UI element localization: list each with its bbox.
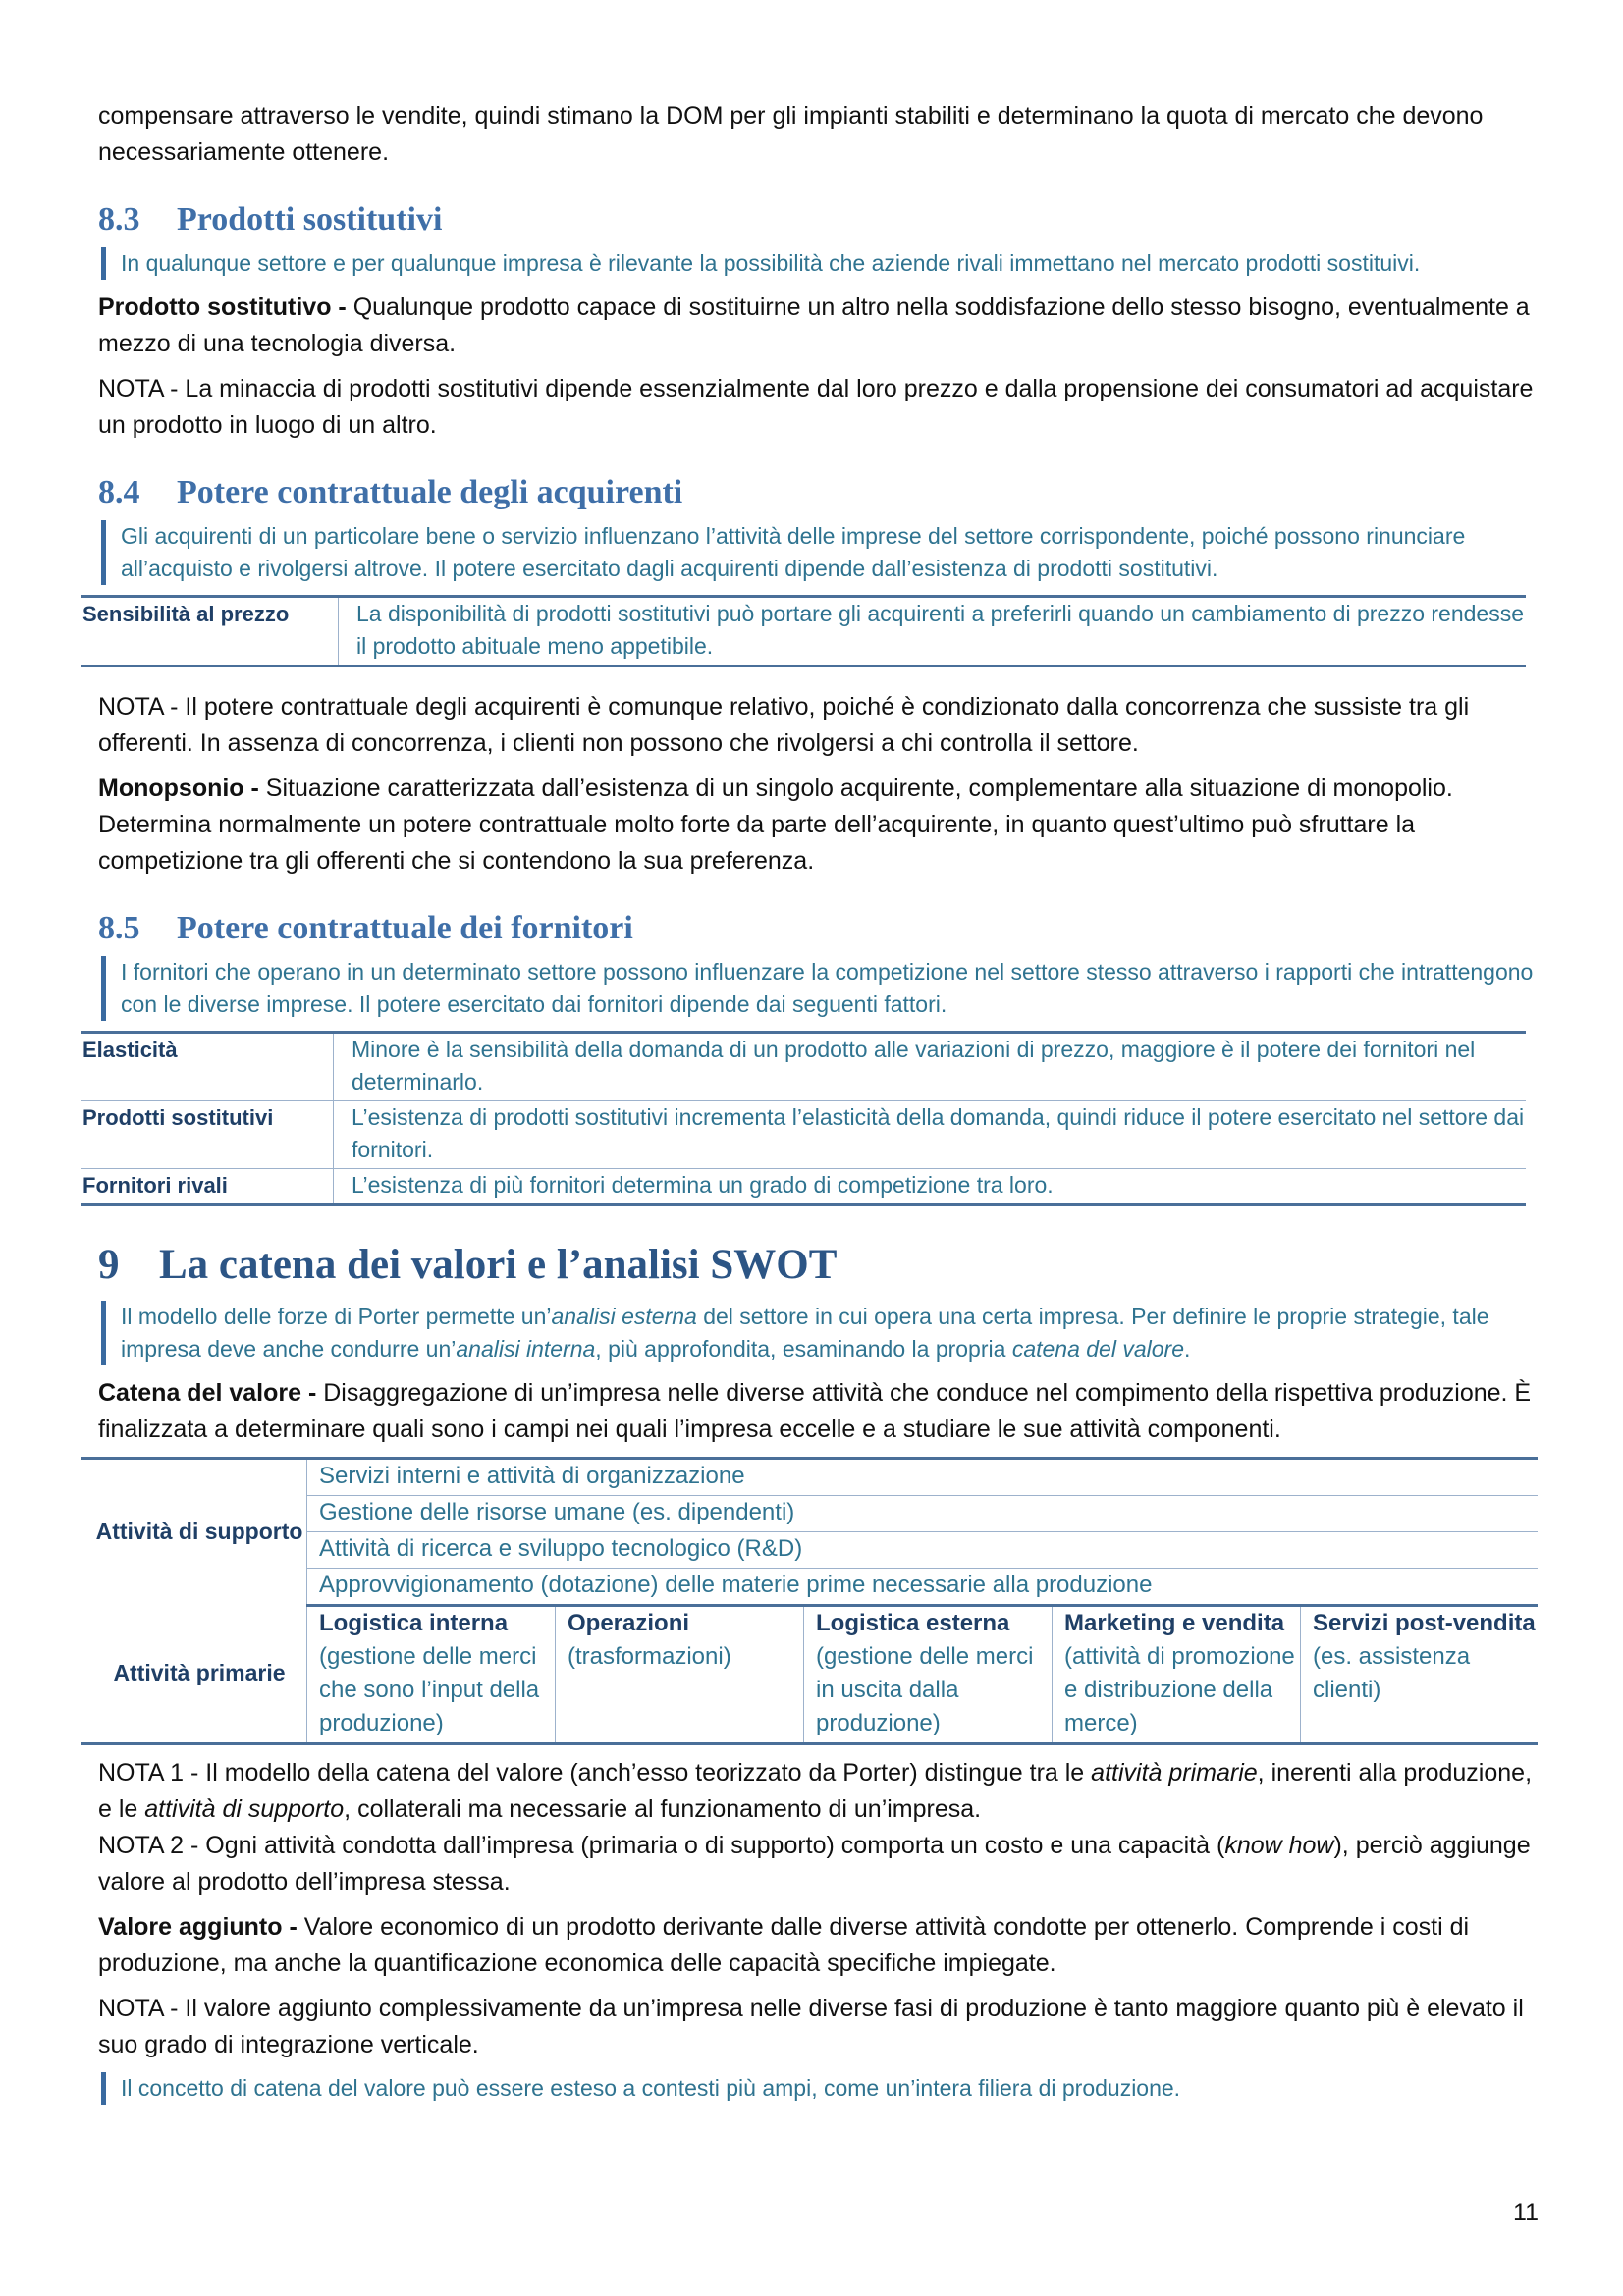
activity-detail: (attività di promozione e distribuzione della merce) xyxy=(1064,1643,1295,1736)
note-1-paragraph xyxy=(98,1755,1539,1828)
support-activity: Servizi interni e attività di organizzazione xyxy=(307,1459,1539,1496)
note-emphasis: know how xyxy=(1224,1832,1334,1859)
activity-name: Operazioni xyxy=(568,1610,690,1636)
section-title: Prodotti sostitutivi xyxy=(177,201,443,238)
chapter-number: 9 xyxy=(98,1242,120,1288)
section-8-3-callout: In qualunque settore e per qualunque impresa è rilevante la possibilità che aziende rivali immettano nel mercato prodotti sostituivi. xyxy=(101,247,1539,280)
section-8-4-heading xyxy=(98,473,1539,512)
support-activities-label: Attività di supporto xyxy=(81,1459,307,1606)
factor-description: Minore è la sensibilità della domanda di un prodotto alle variazioni di prezzo, maggiore è il potere dei fornitori nel determinarlo. xyxy=(334,1033,1527,1101)
definition-prodotto-sostitutivo xyxy=(98,290,1539,362)
factor-name: Elasticità xyxy=(81,1033,334,1101)
section-number: 8.5 xyxy=(98,910,140,946)
table-row xyxy=(81,1459,1538,1496)
chapter-9-heading xyxy=(98,1240,1539,1291)
table-row xyxy=(81,1033,1526,1101)
primary-activity xyxy=(556,1606,804,1744)
chapter-title: La catena dei valori e l’analisi SWOT xyxy=(159,1242,838,1288)
definition-term: Valore aggiunto - xyxy=(98,1913,304,1941)
callout-emphasis: analisi esterna xyxy=(551,1304,697,1329)
definition-term: Catena del valore - xyxy=(98,1379,324,1407)
activity-name: Logistica interna xyxy=(319,1610,509,1636)
definition-catena-del-valore xyxy=(98,1375,1539,1448)
note-text: NOTA 2 - Ogni attività condotta dall’impresa (primaria o di supporto) comporta un costo e una capacità ( xyxy=(98,1832,1225,1859)
definition-text: Disaggregazione di un’impresa nelle diverse attività che conduce nel compimento della rispettiva produzione. È finalizzata a determinare quali sono i campi nei quali l’impresa eccelle e a studiare le sue attività componenti. xyxy=(98,1379,1532,1443)
support-activity: Approvvigionamento (dotazione) delle materie prime necessarie alla produzione xyxy=(307,1569,1539,1606)
note-text: , inerenti alla produzione, e le xyxy=(98,1759,1533,1823)
section-number: 8.4 xyxy=(98,474,140,510)
table-row xyxy=(81,597,1526,667)
section-number: 8.3 xyxy=(98,201,140,238)
callout-text: Il modello delle forze di Porter permette un’ xyxy=(121,1304,552,1329)
callout-text: . xyxy=(1184,1336,1191,1362)
primary-activity xyxy=(307,1606,556,1744)
section-8-4-callout: Gli acquirenti di un particolare bene o servizio influenzano l’attività delle imprese del settore corrispondente, poiché possono rinunciare all’acquisto e rivolgersi altrove. Il potere esercitato dagli acquirenti dipende dall’esistenza di prodotti sostitutivi. xyxy=(101,520,1539,585)
table-row xyxy=(81,1101,1526,1169)
buyers-factors-table xyxy=(81,595,1526,667)
factor-name: Prodotti sostitutivi xyxy=(81,1101,334,1169)
callout-emphasis: analisi interna xyxy=(456,1336,596,1362)
activity-name: Logistica esterna xyxy=(816,1610,1010,1636)
note-emphasis: attività di supporto xyxy=(144,1795,345,1823)
page-content xyxy=(82,98,1539,2114)
activity-name: Marketing e vendita xyxy=(1064,1610,1285,1636)
note-paragraph: NOTA - Il potere contrattuale degli acquirenti è comunque relativo, poiché è condizionato dalla concorrenza che sussiste tra gli offerenti. In assenza di concorrenza, i clienti non possono che rivolgersi a chi controlla il settore. xyxy=(98,693,1470,757)
note-text: , collaterali ma necessarie al funzionamento di un’impresa. xyxy=(344,1795,982,1823)
section-8-3-heading xyxy=(98,200,1539,240)
factor-description: L’esistenza di più fornitori determina un grado di competizione tra loro. xyxy=(334,1169,1527,1205)
definition-term: Monopsonio - xyxy=(98,774,266,802)
section-8-5-heading xyxy=(98,909,1539,948)
primary-activity xyxy=(1301,1606,1539,1744)
primary-activities-label: Attività primarie xyxy=(81,1606,307,1744)
table-row xyxy=(81,1169,1526,1205)
activity-name: Servizi post-vendita xyxy=(1313,1610,1536,1636)
section-title: Potere contrattuale degli acquirenti xyxy=(177,474,683,510)
note-paragraph: NOTA - Il valore aggiunto complessivamente da un’impresa nelle diverse fasi di produzione è tanto maggiore quanto più è elevato il suo grado di integrazione verticale. xyxy=(98,1995,1524,2058)
note-text: ), perciò aggiunge valore al prodotto dell’impresa stessa. xyxy=(98,1832,1531,1896)
note-2-paragraph xyxy=(98,1828,1539,1900)
table-row xyxy=(81,1606,1538,1744)
section-8-5-callout: I fornitori che operano in un determinato settore possono influenzare la competizione nel settore stesso attraverso i rapporti che intrattengono con le diverse imprese. Il potere esercitato dai fornitori dipende dai seguenti fattori. xyxy=(101,956,1539,1021)
note-text: NOTA 1 - Il modello della catena del valore (anch’esso teorizzato da Porter) distingue tra le xyxy=(98,1759,1092,1787)
callout-emphasis: catena del valore xyxy=(1011,1336,1184,1362)
activity-detail: (es. assistenza clienti) xyxy=(1313,1643,1471,1703)
factor-description: L’esistenza di prodotti sostitutivi incrementa l’elasticità della domanda, quindi riduce il potere esercitato nel settore dai fornitori. xyxy=(334,1101,1527,1169)
note-emphasis: attività primarie xyxy=(1091,1759,1258,1787)
support-activity: Gestione delle risorse umane (es. dipendenti) xyxy=(307,1496,1539,1532)
support-activity: Attività di ricerca e sviluppo tecnologico (R&D) xyxy=(307,1532,1539,1569)
definition-text: Qualunque prodotto capace di sostituirne un altro nella soddisfazione dello stesso bisogno, eventualmente a mezzo di una tecnologia diversa. xyxy=(98,294,1530,357)
activity-detail: (gestione delle merci che sono l’input della produzione) xyxy=(319,1643,540,1736)
primary-activity xyxy=(804,1606,1053,1744)
factor-name: Sensibilità al prezzo xyxy=(81,597,339,667)
closing-callout: Il concetto di catena del valore può essere esteso a contesti più ampi, come un’intera filiera di produzione. xyxy=(101,2072,1539,2105)
callout-text: del settore in cui opera una certa impresa. Per definire le proprie strategie, tale impresa deve anche condurre un’ xyxy=(121,1304,1489,1362)
chapter-9-callout xyxy=(101,1301,1539,1365)
intro-paragraph: compensare attraverso le vendite, quindi stimano la DOM per gli impianti stabiliti e determinano la quota di mercato che devono necessariamente ottenere. xyxy=(98,102,1484,166)
note-paragraph: NOTA - La minaccia di prodotti sostitutivi dipende essenzialmente dal loro prezzo e dalla propensione dei consumatori ad acquistare un prodotto in luogo di un altro. xyxy=(98,375,1534,439)
factor-description: La disponibilità di prodotti sostitutivi può portare gli acquirenti a preferirli quando un cambiamento di prezzo rendesse il prodotto abituale meno appetibile. xyxy=(339,597,1527,667)
section-title: Potere contrattuale dei fornitori xyxy=(177,910,633,946)
suppliers-factors-table xyxy=(81,1031,1526,1206)
factor-name: Fornitori rivali xyxy=(81,1169,334,1205)
page-number: 11 xyxy=(1513,2199,1539,2226)
activity-detail: (gestione delle merci in uscita dalla produzione) xyxy=(816,1643,1034,1736)
definition-term: Prodotto sostitutivo - xyxy=(98,294,353,321)
definition-valore-aggiunto xyxy=(98,1909,1539,1982)
definition-monopsonio xyxy=(98,771,1539,880)
activity-detail: (trasformazioni) xyxy=(568,1643,731,1670)
definition-text: Valore economico di un prodotto derivante dalle diverse attività condotte per ottenerlo. Comprende i costi di produzione, ma anche la quantificazione economica delle capacità specifiche impiegate. xyxy=(98,1913,1470,1977)
definition-text: Situazione caratterizzata dall’esistenza di un singolo acquirente, complementare alla situazione di monopolio. Determina normalmente un potere contrattuale molto forte da parte dell’acquirente, in quanto quest’ultimo può sfruttare la competizione tra gli offerenti che si contendono la sua preferenza. xyxy=(98,774,1453,875)
primary-activity xyxy=(1053,1606,1301,1744)
value-chain-table xyxy=(81,1457,1538,1745)
callout-text: , più approfondita, esaminando la propria xyxy=(595,1336,1012,1362)
